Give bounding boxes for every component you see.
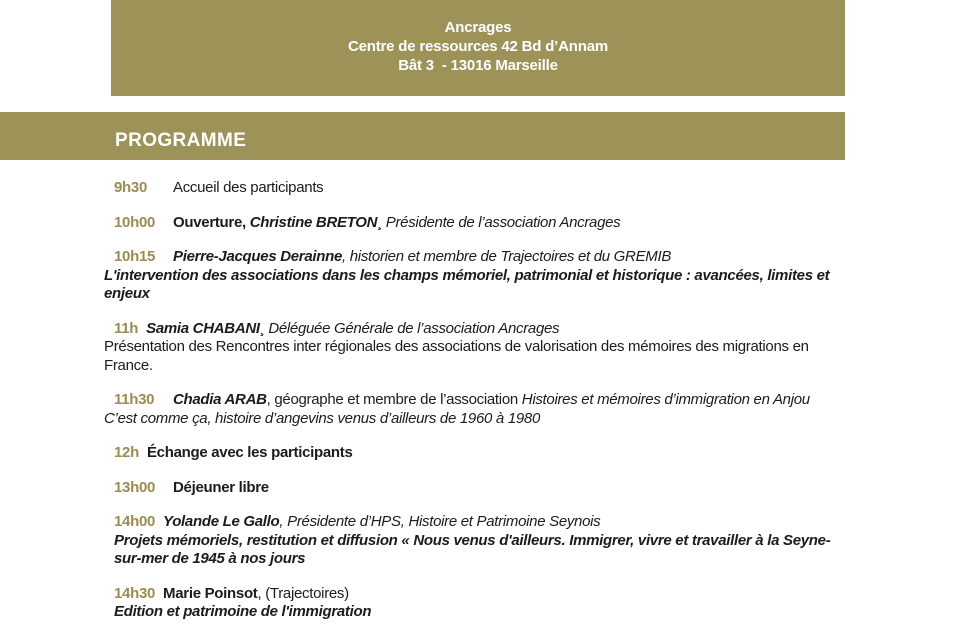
entry-description: Edition et patrimoine de l'immigration xyxy=(114,603,372,620)
entry-first-line xyxy=(114,179,847,198)
schedule-entry xyxy=(104,319,847,376)
schedule-entry xyxy=(114,214,847,233)
entry-time: 13h00 xyxy=(114,478,156,496)
entry-text-segment: Yolande Le Gallo xyxy=(163,513,280,530)
entry-first-line xyxy=(114,248,847,267)
entry-text-segment: Accueil des participants xyxy=(173,179,324,196)
org-name: Ancrages xyxy=(444,19,512,36)
entry-text-segment: Échange avec les participants xyxy=(146,444,353,461)
entry-text-segment: Histoires et mémoires d’immigration en Anjou xyxy=(521,391,810,408)
entry-text-segment: , (Trajectoires) xyxy=(257,584,349,602)
entry-text-segment: Marie Poinsot xyxy=(163,584,258,602)
entry-text-segment: , Présidente d’HPS, Histoire et Patrimoine Seynois xyxy=(279,513,601,530)
entry-text-segment: Christine BRETON xyxy=(249,213,378,231)
schedule-entry xyxy=(114,479,847,498)
entry-text-segment: , géographe et membre de l’association xyxy=(266,391,522,408)
schedule xyxy=(0,160,957,638)
entry-text-segment: ¸ xyxy=(259,319,269,337)
entry-description: C’est comme ça, histoire d’angevins venus d’ailleurs de 1960 à 1980 xyxy=(104,409,540,427)
entry-description: L'intervention des associations dans les champs mémoriel, patrimonial et historique : avancées, limites et enjeux xyxy=(104,266,830,302)
entry-first-line xyxy=(114,320,847,339)
entry-first-line xyxy=(114,391,847,410)
entry-text-segment: Déléguée Générale de l’association Ancrages xyxy=(268,319,560,337)
entry-first-line xyxy=(114,585,847,604)
entry-time: 11h30 xyxy=(114,391,155,408)
entry-text-segment: , historien et membre de Trajectoires et du GREMIB xyxy=(342,248,672,265)
address-line-2: Bât 3 - 13016 Marseille xyxy=(398,57,558,74)
entry-time: 10h15 xyxy=(114,248,156,265)
entry-description: Présentation des Rencontres inter régionales des associations de valorisation des mémoires des migrations en France. xyxy=(104,338,809,374)
entry-first-line xyxy=(114,444,847,463)
entry-time: 9h30 xyxy=(114,179,147,196)
address-banner xyxy=(111,0,845,96)
entry-time: 11h xyxy=(114,319,139,337)
entry-text-segment: Chadia ARAB xyxy=(173,391,267,408)
entry-first-line xyxy=(114,479,847,498)
schedule-entry xyxy=(114,179,847,198)
entry-description: Projets mémoriels, restitution et diffusion « Nous venus d'ailleurs. Immigrer, vivre et travailler à la Seyne-sur-mer de 1945 à nos jours xyxy=(114,531,831,567)
schedule-entry xyxy=(114,585,847,622)
address-line-1: Centre de ressources 42 Bd d’Annam xyxy=(348,38,608,55)
entry-first-line xyxy=(114,214,847,233)
entry-text-segment: Pierre-Jacques Derainne xyxy=(173,248,343,265)
entry-time: 14h00 xyxy=(114,513,156,530)
schedule-entry xyxy=(104,391,847,428)
entry-text-segment: Présidente de l’association Ancrages xyxy=(385,213,621,231)
schedule-entry xyxy=(104,248,847,304)
schedule-entry xyxy=(114,513,847,569)
programme-band xyxy=(0,112,845,160)
entry-text-segment: Ouverture, xyxy=(173,213,250,231)
entry-first-line xyxy=(114,513,847,532)
entry-text-segment: ¸ xyxy=(377,213,386,231)
entry-text-segment: Samia CHABANI xyxy=(146,319,260,337)
entry-time: 10h00 xyxy=(114,213,156,231)
schedule-entry xyxy=(114,444,847,463)
programme-title: PROGRAMME xyxy=(115,129,247,151)
entry-text-segment: Déjeuner libre xyxy=(173,478,269,496)
entry-time: 12h xyxy=(114,444,139,461)
entry-time: 14h30 xyxy=(114,584,156,602)
